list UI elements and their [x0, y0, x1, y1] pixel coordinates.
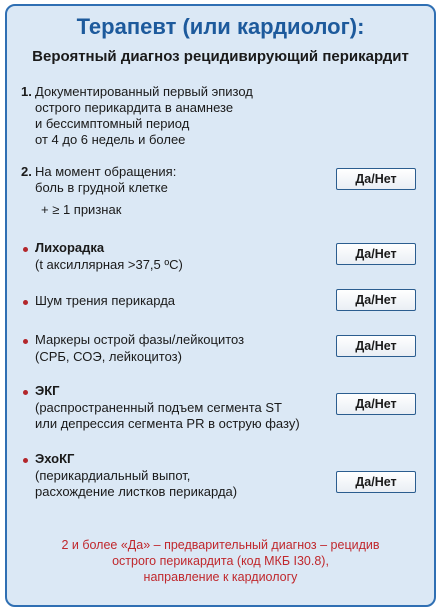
item-1-line-2: острого перикардита в анамнезе — [35, 100, 234, 115]
fever-detail: (t аксиллярная >37,5 ºС) — [35, 257, 183, 272]
markers-detail: (СРБ, СОЭ, лейкоцитоз) — [35, 349, 182, 364]
ecg-title: ЭКГ — [35, 383, 60, 398]
conclusion-note — [7, 537, 434, 585]
echo-yes-no-button[interactable]: Да/Нет — [336, 471, 416, 493]
ecg-yes-no-button[interactable]: Да/Нет — [336, 393, 416, 415]
echo-detail-1: (перикардиальный выпот, — [35, 468, 191, 483]
ecg-detail-1: (распространенный подъем сегмента ST — [35, 400, 282, 415]
item-2-extra: + ≥ 1 признак — [41, 202, 122, 217]
rub-bullet — [23, 300, 28, 305]
echo-detail-2: расхождение листков перикарда) — [35, 484, 238, 499]
item-1-number: 1. — [21, 84, 32, 99]
echo-title: ЭхоКГ — [35, 451, 75, 466]
markers-yes-no-button[interactable]: Да/Нет — [336, 335, 416, 357]
fever-bullet — [23, 247, 28, 252]
page-title: Терапевт (или кардиолог): — [76, 14, 365, 39]
fever-title: Лихорадка — [35, 240, 105, 255]
fever-yes-no-button[interactable]: Да/Нет — [336, 243, 416, 265]
item-1-line-3: и бессимптомный период — [35, 116, 190, 131]
markers-title: Маркеры острой фазы/лейкоцитоз — [35, 332, 245, 347]
rub-yes-no-button[interactable]: Да/Нет — [336, 289, 416, 311]
ecg-bullet — [23, 390, 28, 395]
item-1-line-4: от 4 до 6 недель и более — [35, 132, 186, 147]
item-2-yes-no-button[interactable]: Да/Нет — [336, 168, 416, 190]
echo-bullet — [23, 458, 28, 463]
item-2-line-2: боль в грудной клетке — [35, 180, 168, 195]
ecg-detail-2: или депрессия сегмента PR в острую фазу) — [35, 416, 300, 431]
criteria-card — [5, 4, 436, 607]
item-2-line-1: На момент обращения: — [35, 164, 177, 179]
conclusion-line-1: 2 и более «Да» – предварительный диагноз – рецидив — [61, 538, 380, 552]
rub-title: Шум трения перикарда — [35, 293, 176, 308]
item-1-line-1: Документированный первый эпизод — [35, 84, 253, 99]
conclusion-line-2: острого перикардита (код МКБ I30.8), — [112, 554, 329, 568]
conclusion-line-3: направление к кардиологу — [143, 570, 298, 584]
page-subtitle: Вероятный диагноз рецидивирующий перикардит — [32, 48, 409, 65]
markers-bullet — [23, 339, 28, 344]
item-2-number: 2. — [21, 164, 32, 179]
